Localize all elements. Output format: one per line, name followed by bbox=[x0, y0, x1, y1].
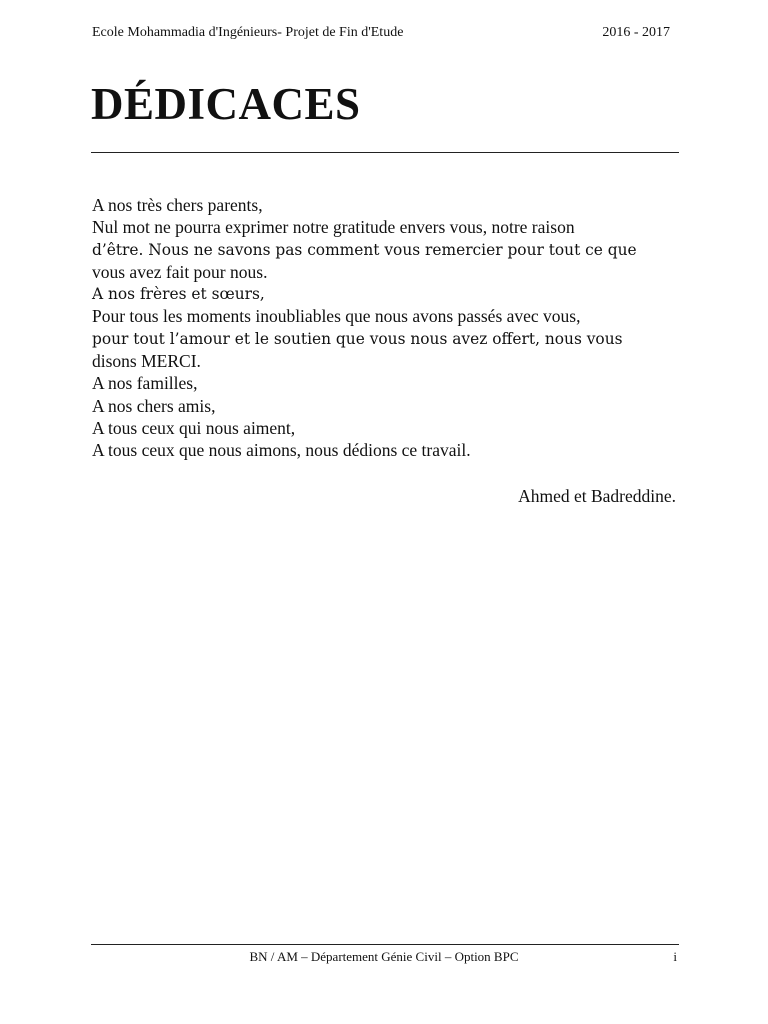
dedication-line: A nos familles, bbox=[92, 373, 198, 394]
page-title: DÉDICACES bbox=[91, 79, 361, 129]
dedication-line: Nul mot ne pourra exprimer notre gratitude envers vous, notre raison bbox=[92, 217, 575, 238]
dedication-line: A nos chers amis, bbox=[92, 395, 216, 416]
footer-department: BN / AM – Département Génie Civil – Option BPC bbox=[249, 949, 519, 964]
dedication-line: A tous ceux qui nous aiment, bbox=[92, 417, 296, 438]
dedication-line: Pour tous les moments inoubliables que nous avons passés avec vous, bbox=[92, 306, 581, 327]
header-school-project: Ecole Mohammadia d'Ingénieurs- Projet de Fin d'Etude bbox=[92, 25, 404, 40]
dedication-line: A tous ceux que nous aimons, nous dédions ce travail. bbox=[92, 440, 471, 461]
title-divider bbox=[91, 152, 679, 153]
dedication-line: d’être. Nous ne savons pas comment vous remercier pour tout ce que bbox=[92, 240, 637, 259]
header-academic-year: 2016 - 2017 bbox=[602, 25, 670, 40]
dedication-line: vous avez fait pour nous. bbox=[92, 261, 268, 282]
dedication-line: A nos frères et sœurs, bbox=[92, 285, 265, 304]
page-number: i bbox=[673, 949, 677, 964]
footer-divider bbox=[91, 944, 679, 945]
dedication-text bbox=[92, 194, 682, 462]
dedication-line: pour tout l’amour et le soutien que vous nous avez offert, nous vous bbox=[92, 329, 623, 348]
dedication-line: disons MERCI. bbox=[92, 351, 201, 372]
signature: Ahmed et Badreddine. bbox=[518, 486, 676, 506]
dedication-line: A nos très chers parents, bbox=[92, 195, 263, 215]
